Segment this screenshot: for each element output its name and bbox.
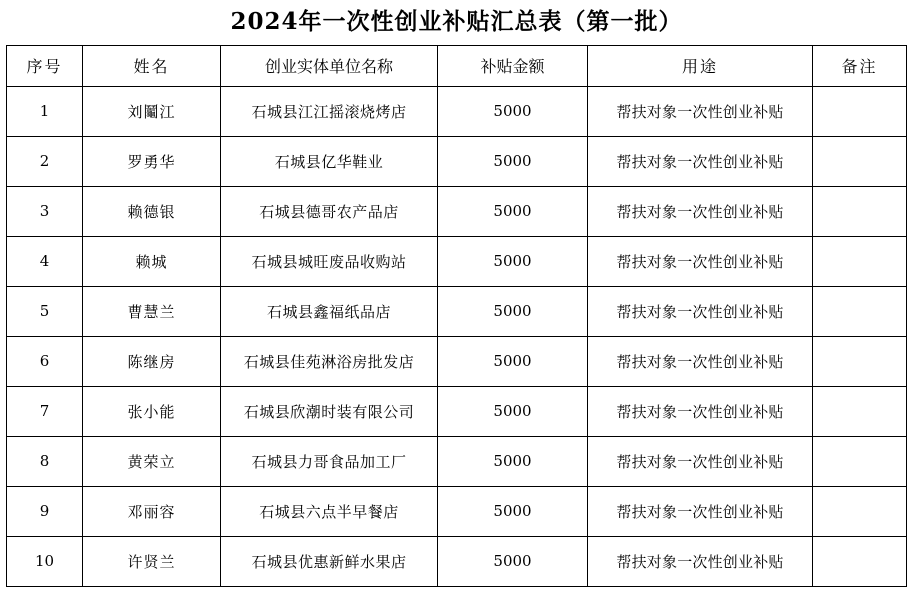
column-header-note-label: 备注 <box>841 57 878 77</box>
cell-usage: 帮扶对象一次性创业补贴 <box>588 286 813 336</box>
cell-usage: 帮扶对象一次性创业补贴 <box>588 86 813 136</box>
cell-entity: 石城县优惠新鲜水果店 <box>221 536 438 586</box>
cell-seq: 4 <box>7 236 83 286</box>
cell-note <box>813 186 907 236</box>
column-header-entity-label: 创业实体单位名称 <box>264 57 393 77</box>
cell-name: 许贤兰 <box>83 536 221 586</box>
cell-usage: 帮扶对象一次性创业补贴 <box>588 536 813 586</box>
cell-amount: 5000 <box>438 536 588 586</box>
cell-seq: 10 <box>7 536 83 586</box>
cell-seq: 5 <box>7 286 83 336</box>
cell-amount: 5000 <box>438 186 588 236</box>
column-header-seq <box>7 45 83 86</box>
table-row <box>7 336 907 386</box>
cell-amount: 5000 <box>438 486 588 536</box>
cell-usage: 帮扶对象一次性创业补贴 <box>588 136 813 186</box>
column-header-amount <box>438 45 588 86</box>
table-row <box>7 386 907 436</box>
subsidy-summary-table <box>6 45 907 587</box>
page-title: 2024年一次性创业补贴汇总表（第一批） <box>230 8 683 35</box>
cell-amount: 5000 <box>438 136 588 186</box>
table-row <box>7 186 907 236</box>
table-header-row <box>7 45 907 86</box>
cell-usage: 帮扶对象一次性创业补贴 <box>588 436 813 486</box>
table-row <box>7 436 907 486</box>
cell-note <box>813 336 907 386</box>
table-row <box>7 536 907 586</box>
table-body <box>7 86 907 586</box>
cell-entity: 石城县城旺废品收购站 <box>221 236 438 286</box>
cell-seq: 6 <box>7 336 83 386</box>
cell-name: 黄荣立 <box>83 436 221 486</box>
table-row <box>7 86 907 136</box>
table-row <box>7 236 907 286</box>
cell-amount: 5000 <box>438 286 588 336</box>
column-header-seq-label: 序号 <box>26 57 63 77</box>
cell-entity: 石城县鑫福纸品店 <box>221 286 438 336</box>
cell-note <box>813 436 907 486</box>
column-header-amount-label: 补贴金额 <box>480 57 545 77</box>
cell-seq: 9 <box>7 486 83 536</box>
cell-note <box>813 236 907 286</box>
cell-entity: 石城县欣潮时装有限公司 <box>221 386 438 436</box>
cell-note <box>813 486 907 536</box>
cell-seq: 7 <box>7 386 83 436</box>
cell-amount: 5000 <box>438 86 588 136</box>
cell-name: 陈继房 <box>83 336 221 386</box>
cell-amount: 5000 <box>438 436 588 486</box>
cell-entity: 石城县江江摇滚烧烤店 <box>221 86 438 136</box>
cell-seq: 8 <box>7 436 83 486</box>
column-header-name <box>83 45 221 86</box>
cell-name: 曹慧兰 <box>83 286 221 336</box>
cell-seq: 2 <box>7 136 83 186</box>
cell-note <box>813 536 907 586</box>
cell-usage: 帮扶对象一次性创业补贴 <box>588 386 813 436</box>
cell-name: 赖德银 <box>83 186 221 236</box>
cell-entity: 石城县亿华鞋业 <box>221 136 438 186</box>
table-row <box>7 286 907 336</box>
cell-name: 赖城 <box>83 236 221 286</box>
cell-usage: 帮扶对象一次性创业补贴 <box>588 486 813 536</box>
column-header-usage-label: 用途 <box>681 57 718 77</box>
cell-usage: 帮扶对象一次性创业补贴 <box>588 236 813 286</box>
cell-name: 邓丽容 <box>83 486 221 536</box>
cell-usage: 帮扶对象一次性创业补贴 <box>588 186 813 236</box>
cell-entity: 石城县力哥食品加工厂 <box>221 436 438 486</box>
cell-seq: 1 <box>7 86 83 136</box>
cell-note <box>813 286 907 336</box>
cell-note <box>813 86 907 136</box>
cell-note <box>813 136 907 186</box>
cell-name: 刘鬮江 <box>83 86 221 136</box>
cell-seq: 3 <box>7 186 83 236</box>
table-header <box>7 45 907 86</box>
cell-name: 罗勇华 <box>83 136 221 186</box>
cell-amount: 5000 <box>438 336 588 386</box>
cell-entity: 石城县六点半早餐店 <box>221 486 438 536</box>
cell-amount: 5000 <box>438 386 588 436</box>
table-row <box>7 486 907 536</box>
cell-amount: 5000 <box>438 236 588 286</box>
column-header-name-label: 姓名 <box>133 57 170 77</box>
column-header-entity <box>221 45 438 86</box>
cell-entity: 石城县德哥农产品店 <box>221 186 438 236</box>
cell-usage: 帮扶对象一次性创业补贴 <box>588 336 813 386</box>
column-header-note <box>813 45 907 86</box>
cell-entity: 石城县佳苑淋浴房批发店 <box>221 336 438 386</box>
cell-name: 张小能 <box>83 386 221 436</box>
cell-note <box>813 386 907 436</box>
column-header-usage <box>588 45 813 86</box>
table-row <box>7 136 907 186</box>
